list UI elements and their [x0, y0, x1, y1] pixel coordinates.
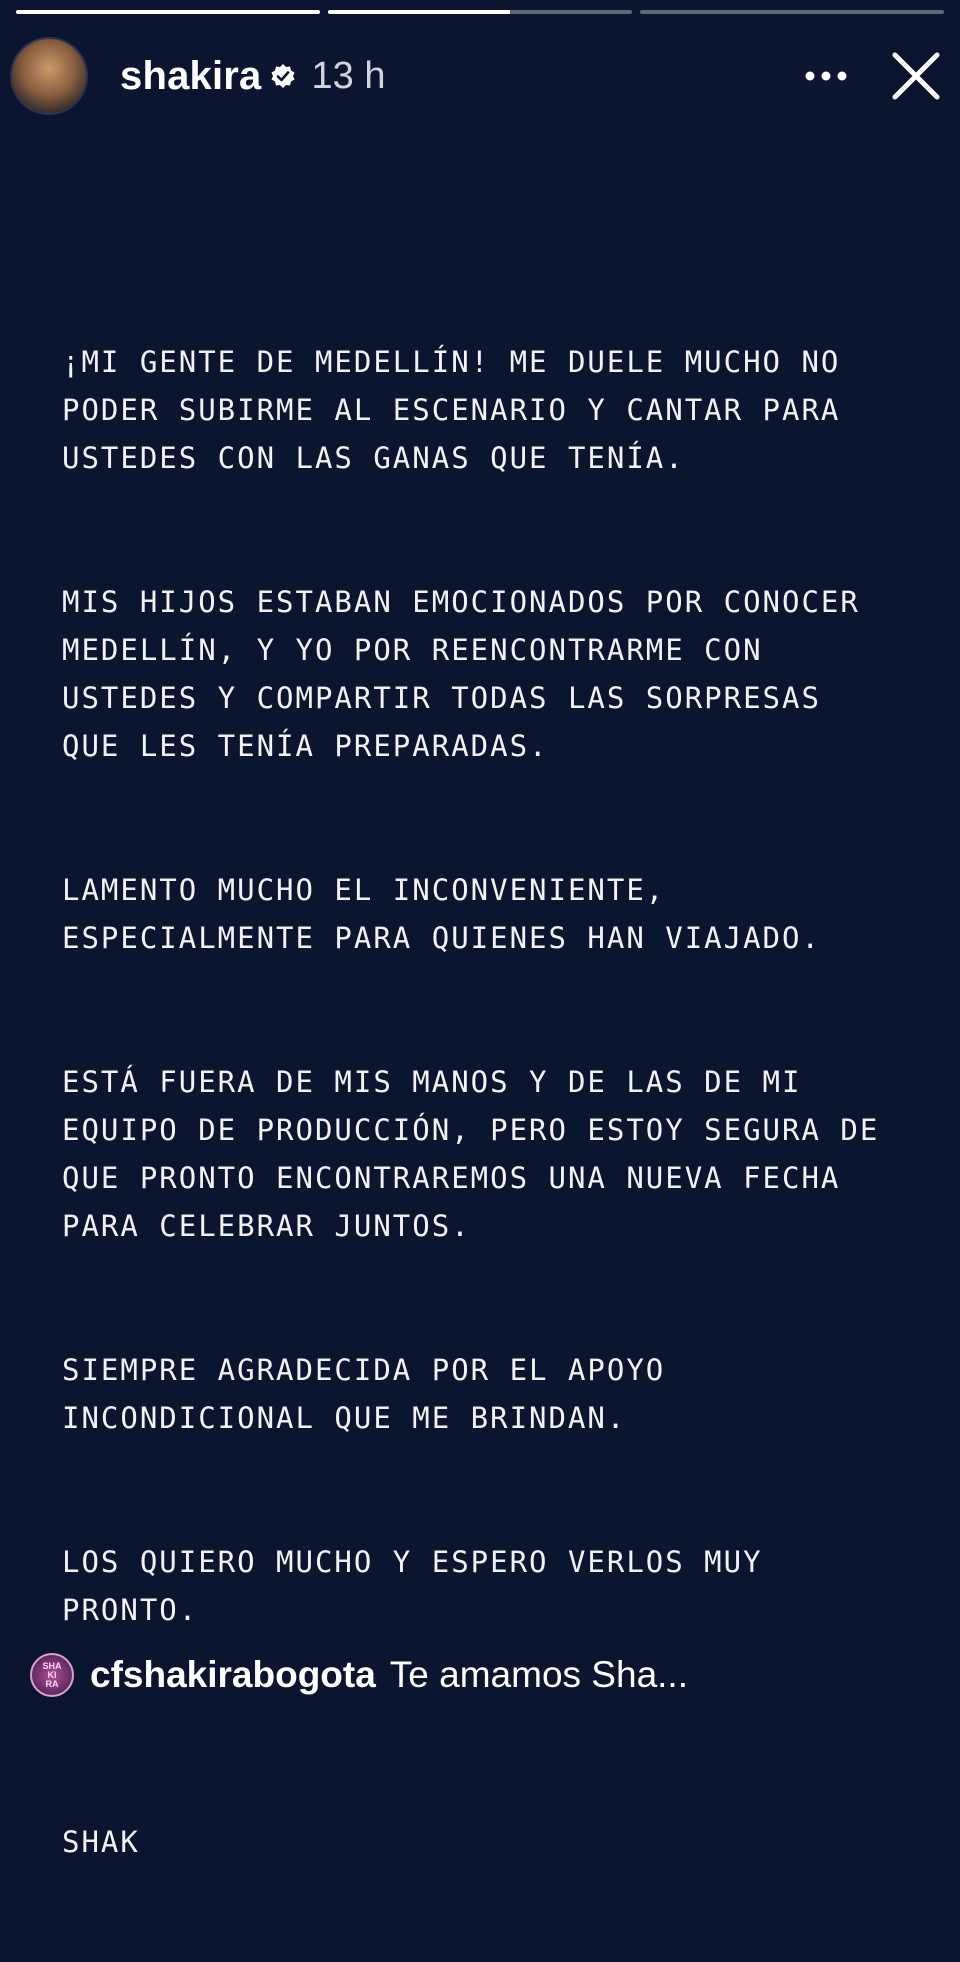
reply-avatar[interactable]: [30, 1653, 74, 1697]
profile-avatar[interactable]: [10, 37, 88, 115]
story-progress-segment-3: [640, 10, 944, 14]
message-paragraph-6: LOS QUIERO MUCHO Y ESPERO VERLOS MUY PRONTO.: [62, 1545, 763, 1627]
reply-row[interactable]: [30, 1645, 950, 1705]
reply-username[interactable]: cfshakirabogota: [90, 1654, 376, 1695]
story-timestamp: 13 h: [311, 54, 386, 97]
story-message: [62, 290, 922, 1962]
message-paragraph-1: ¡MI GENTE DE MEDELLÍN! ME DUELE MUCHO NO PODER SUBIRME AL ESCENARIO Y CANTAR PARA USTEDES CON LAS GANAS QUE TENÍA.: [62, 345, 841, 475]
message-paragraph-5: SIEMPRE AGRADECIDA POR EL APOYO INCONDICIONAL QUE ME BRINDAN.: [62, 1353, 666, 1435]
story-progress-fill-1: [16, 10, 320, 14]
story-progress-segment-1: [16, 10, 320, 14]
story-progress-bars: [16, 10, 944, 14]
story-username[interactable]: shakira: [120, 53, 262, 98]
message-paragraph-2: MIS HIJOS ESTABAN EMOCIONADOS POR CONOCER MEDELLÍN, Y YO POR REENCONTRARME CON USTEDES Y COMPARTIR TODAS LAS SORPRESAS QUE LES TENÍA PREPARADAS.: [62, 585, 860, 763]
story-progress-segment-2: [328, 10, 632, 14]
story-header: [10, 34, 946, 118]
reply-avatar-logo: SHA KI RA: [42, 1660, 62, 1689]
story-progress-fill-2: [328, 10, 510, 14]
message-paragraph-3: LAMENTO MUCHO EL INCONVENIENTE, ESPECIALMENTE PARA QUIENES HAN VIAJADO.: [62, 873, 821, 955]
message-paragraph-4: ESTÁ FUERA DE MIS MANOS Y DE LAS DE MI EQUIPO DE PRODUCCIÓN, PERO ESTOY SEGURA DE QUE PRONTO ENCONTRAREMOS UNA NUEVA FECHA PARA CELEBRAR JUNTOS.: [62, 1065, 880, 1243]
verified-badge-icon: [270, 63, 296, 89]
more-dots-icon[interactable]: [800, 50, 852, 102]
message-signature: SHAK: [62, 1825, 140, 1859]
reply-text: Te amamos Sha...: [389, 1654, 688, 1695]
close-icon[interactable]: [886, 46, 946, 106]
